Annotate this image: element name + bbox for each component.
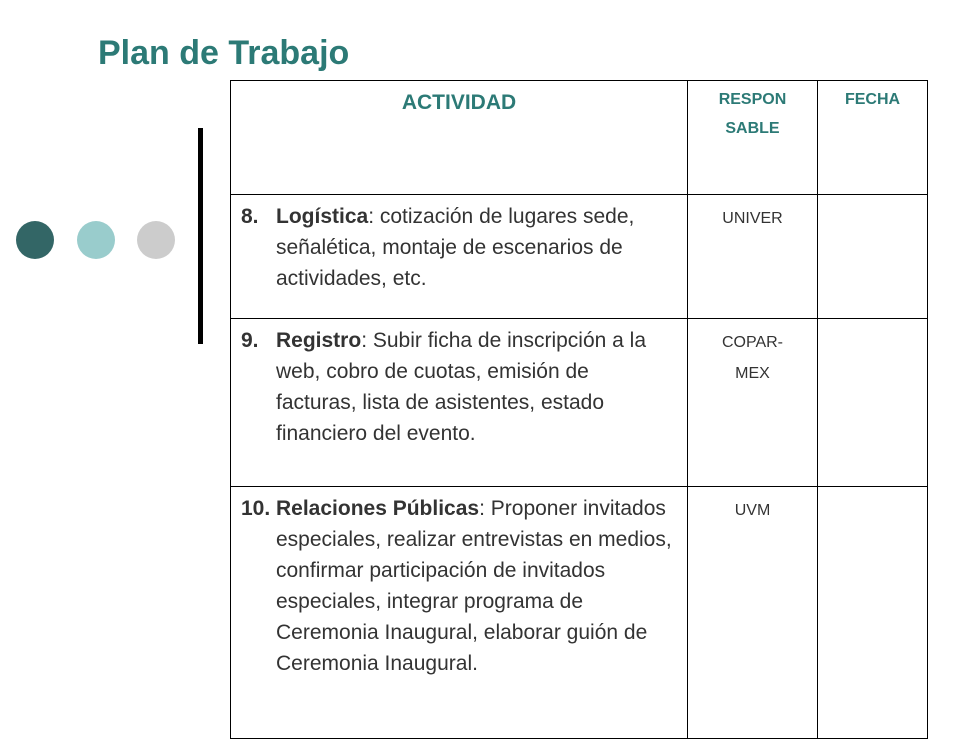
- activity-keyword: Logística: [276, 205, 369, 228]
- date-cell: [818, 487, 928, 739]
- activity-number: 10.: [241, 497, 271, 520]
- responsible-cell: [688, 195, 818, 319]
- activity-description: : cotización de lugares sede, señalética, montaje de escenarios de actividades, etc.: [276, 205, 635, 290]
- header-date: FECHA: [818, 81, 928, 195]
- activity-description: : Subir ficha de inscripción a la web, cobro de cuotas, emisión de facturas, lista de asistentes, estado financiero del evento.: [276, 329, 646, 445]
- activity-cell: [231, 195, 688, 319]
- responsible-cell: [688, 487, 818, 739]
- activity-cell: [231, 487, 688, 739]
- table-header-row: [231, 81, 928, 195]
- header-responsible-line1: RESPON: [718, 91, 787, 108]
- activity-description: : Proponer invitados especiales, realizar entrevistas en medios, confirmar participación de invitados especiales, integrar programa de Ceremonia Inaugural, elaborar guión de Ceremonia Inaugural.: [276, 497, 672, 675]
- responsible-line2: MEX: [735, 365, 770, 382]
- activity-text: [241, 325, 675, 449]
- work-plan-table: [230, 80, 928, 739]
- date-cell: [818, 319, 928, 487]
- activity-number: 9.: [241, 329, 259, 352]
- decorative-dot-dark: [16, 221, 54, 259]
- header-activity: ACTIVIDAD: [231, 81, 688, 195]
- decorative-dot-light: [77, 221, 115, 259]
- activity-number: 8.: [241, 205, 259, 228]
- activity-text: [241, 493, 675, 679]
- table-row: [231, 487, 928, 739]
- decorative-vertical-line: [198, 128, 203, 344]
- header-responsible-line2: SABLE: [725, 120, 780, 137]
- activity-cell: [231, 319, 688, 487]
- table-row: [231, 195, 928, 319]
- page-title: Plan de Trabajo: [98, 34, 350, 72]
- activity-keyword: Relaciones Públicas: [276, 497, 480, 520]
- responsible-line1: UNIVER: [722, 210, 783, 227]
- table-row: [231, 319, 928, 487]
- decorative-dot-gray: [137, 221, 175, 259]
- activity-keyword: Registro: [276, 329, 362, 352]
- responsible-line1: COPAR-: [721, 334, 784, 351]
- date-cell: [818, 195, 928, 319]
- header-responsible: [688, 81, 818, 195]
- responsible-line1: UVM: [734, 502, 771, 519]
- activity-text: [241, 201, 675, 294]
- responsible-cell: [688, 319, 818, 487]
